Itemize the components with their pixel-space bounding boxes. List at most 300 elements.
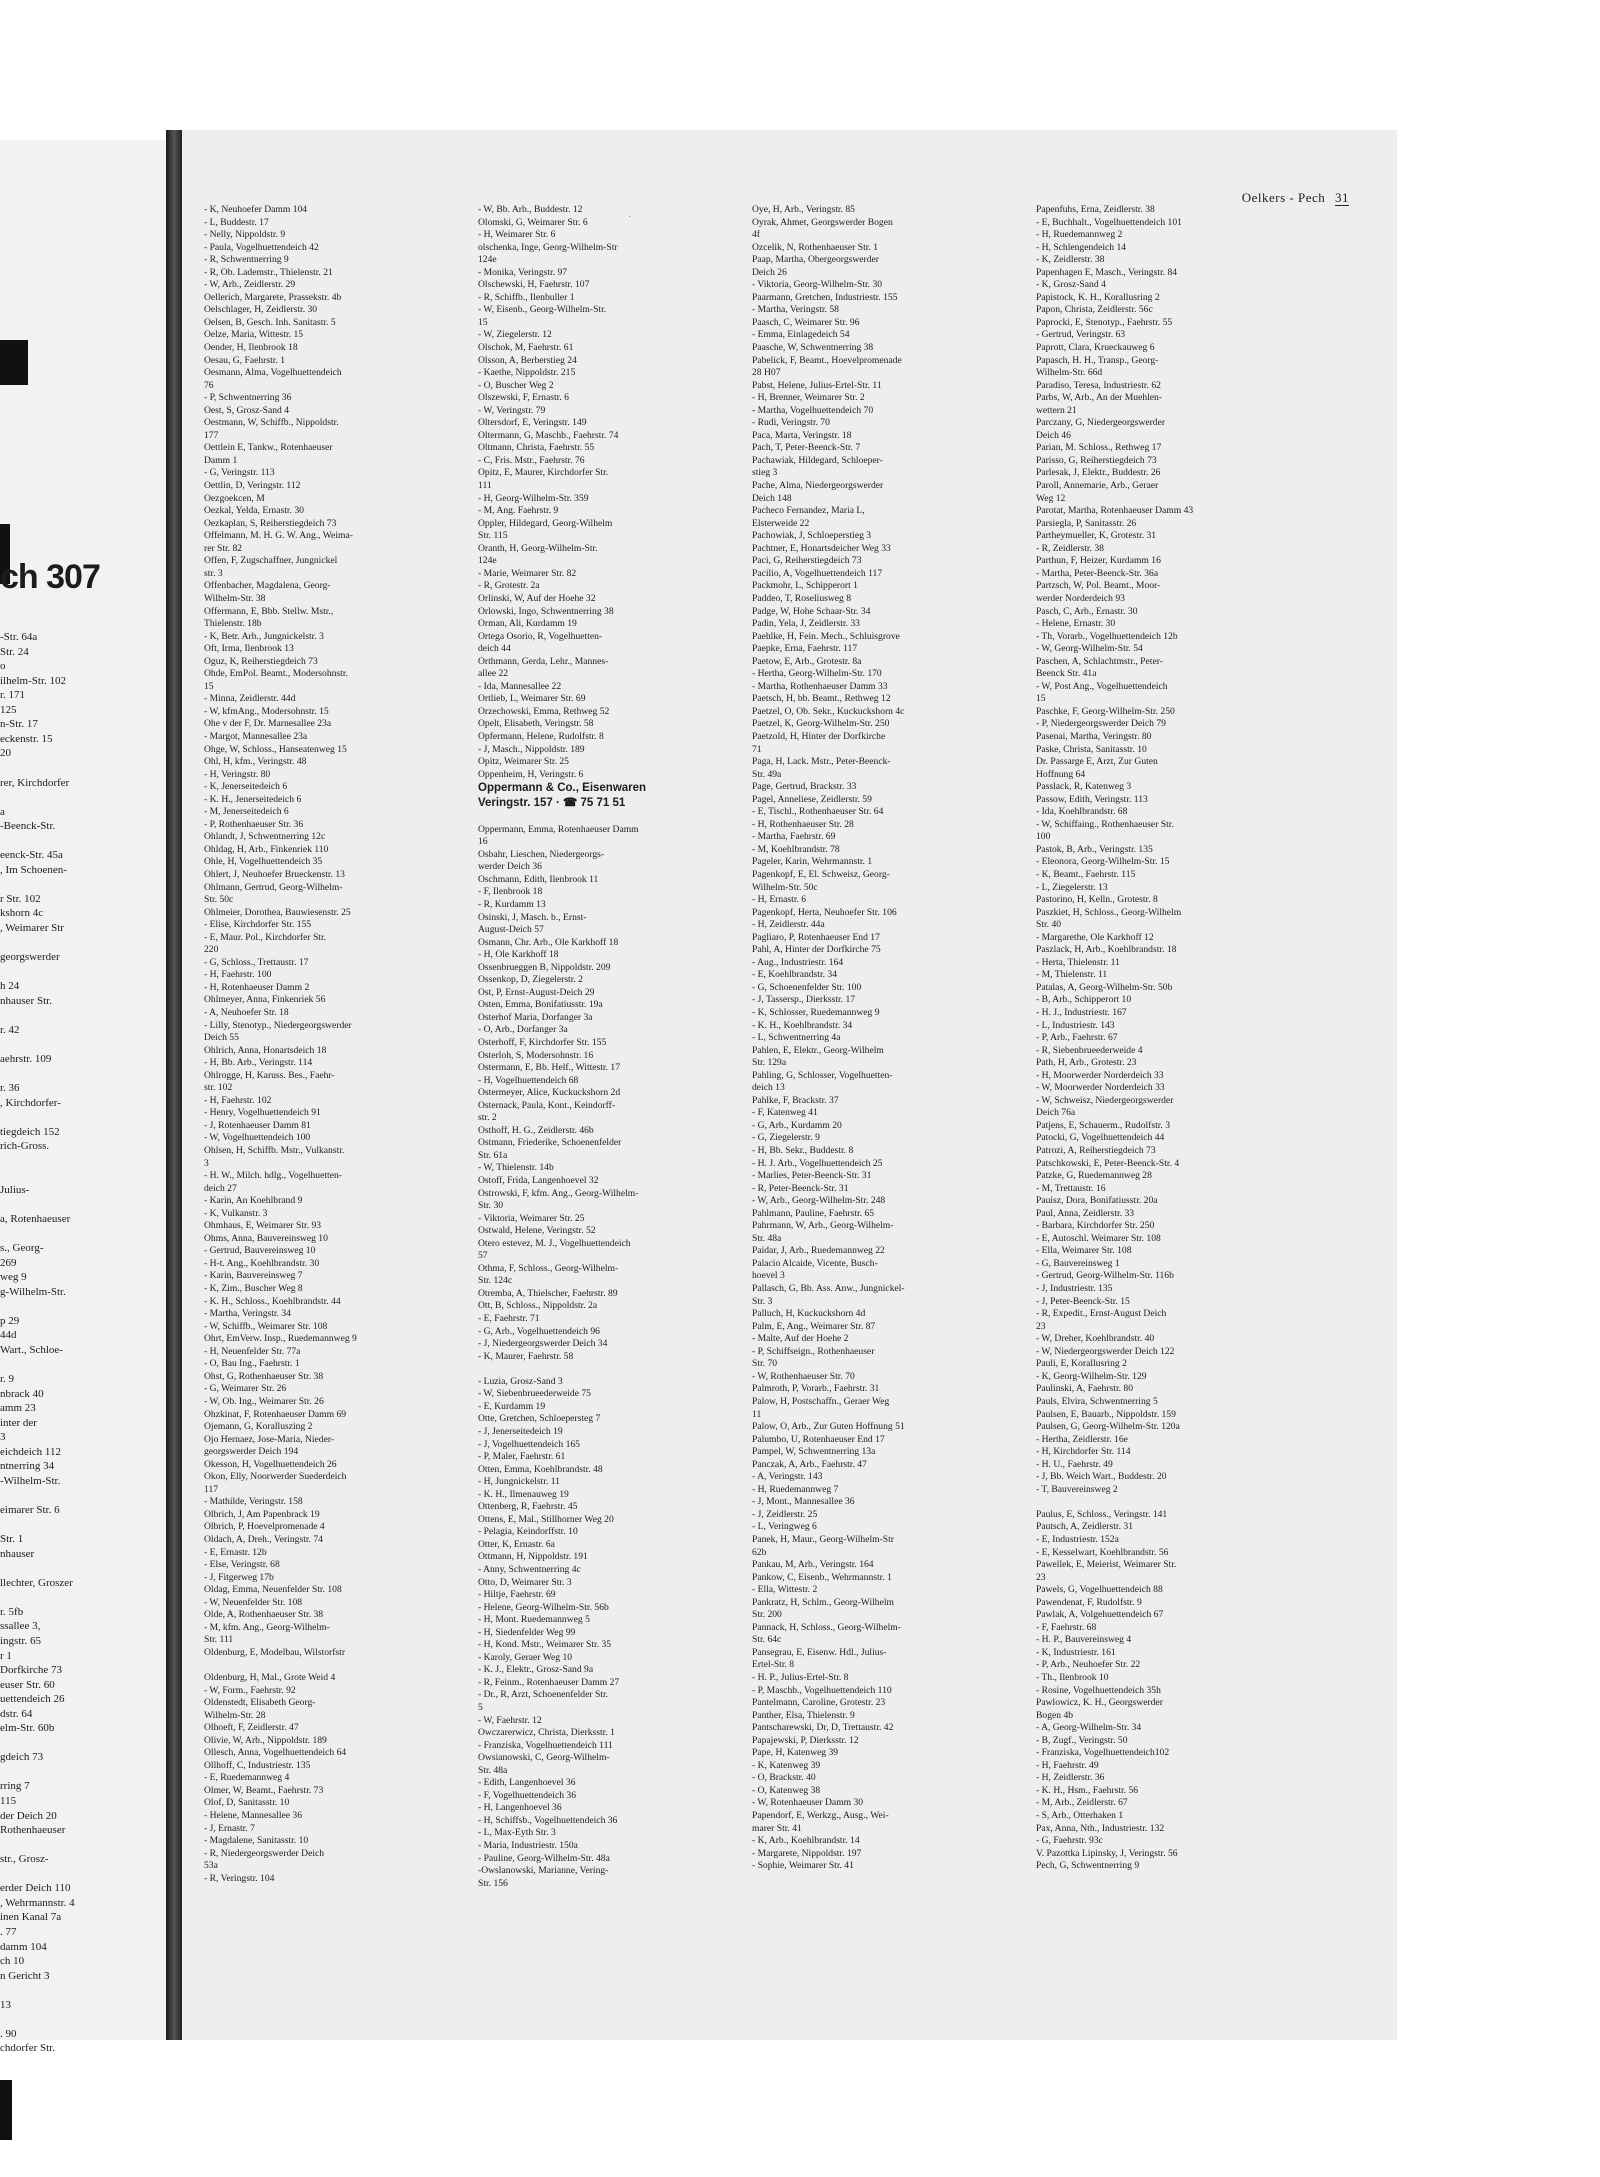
directory-entry: - R, Ob. Lademstr., Thielenstr. 21 [204, 266, 333, 278]
directory-entry: - Martha, Vogelhuettendeich 70 [752, 404, 874, 416]
left-page-fragment: . 90 [0, 2027, 17, 2040]
directory-entry: Pahlen, E, Elektr., Georg-Wilhelm [752, 1044, 884, 1056]
directory-entry: - E, Buchhalt., Vogelhuettendeich 101 [1036, 216, 1182, 228]
directory-entry: Ohzkinat, F, Rotenhaeuser Damm 69 [204, 1408, 347, 1420]
directory-entry: Ost, P, Ernst-August-Deich 29 [478, 986, 595, 998]
directory-entry: - H, Neuenfelder Str. 77a [204, 1345, 301, 1357]
directory-entry: - W, Thielenstr. 14b [478, 1162, 554, 1174]
directory-entry: - A, Neuhoefer Str. 18 [204, 1007, 289, 1018]
directory-entry: Oguz, K, Reiherstiegdeich 73 [204, 655, 318, 667]
directory-entry: Osterhoff, F, Kirchdorfer Str. 155 [478, 1037, 607, 1048]
left-page-fragment: nhauser Str. [0, 994, 52, 1007]
directory-entry: Ostermeyer, Alice, Kuckuckshorn 2d [478, 1087, 621, 1099]
directory-entry: Palluch, H, Kuckuckshorn 4d [752, 1308, 866, 1320]
directory-entry: 23 [1036, 1320, 1046, 1332]
directory-entry: Pawels, G, Vogelhuettendeich 88 [1036, 1584, 1163, 1596]
directory-entry: - O, Brackstr. 40 [752, 1772, 816, 1784]
directory-entry: - Karin, An Koehlbrand 9 [204, 1195, 303, 1207]
directory-entry: - Mathilde, Veringstr. 158 [204, 1496, 303, 1508]
directory-entry: Oender, H, Ilenbrook 18 [204, 342, 298, 354]
directory-entry: 111 [478, 480, 492, 492]
directory-entry: Str. 30 [478, 1200, 504, 1212]
directory-entry: Offermann, E, Bbb. Stellw. Mstr., [204, 605, 334, 617]
directory-entry: - Martha, Veringstr. 58 [752, 304, 839, 316]
directory-entry: Paszkiet, H, Schloss., Georg-Wilhelm [1036, 906, 1182, 918]
directory-entry: Paasch, C, Weimarer Str. 96 [752, 316, 860, 328]
left-page-fragment: h 24 [0, 980, 20, 993]
directory-entry: - P, Arb., Neuhoefer Str. 22 [1036, 1659, 1141, 1671]
left-page-fragment: , Wehrmannstr. 4 [0, 1896, 75, 1909]
directory-entry: Oelschlager, H, Zeidlerstr. 30 [204, 304, 318, 316]
directory-entry: Pachowiak, J, Schloeperstieg 3 [752, 530, 872, 542]
header-name-range: Oelkers - Pech [1241, 190, 1326, 205]
directory-entry: Paschen, A, Schlachtmstr., Peter- [1036, 655, 1163, 667]
directory-entry: Parsiegla, P, Sanitasstr. 26 [1036, 517, 1137, 529]
directory-entry: - H, Schiffsb., Vogelhuettendeich 36 [478, 1814, 618, 1826]
directory-entry: Panther, Elsa, Thielenstr. 9 [752, 1709, 855, 1721]
directory-entry: - Anny, Schwentnerring 4c [478, 1563, 581, 1575]
left-page-fragment: . 77 [0, 1925, 17, 1938]
directory-entry: - Gertrud, Veringstr. 63 [1036, 329, 1126, 341]
directory-entry: Str. 48a [752, 1232, 782, 1244]
directory-entry: Olhoeft, F, Zeidlerstr. 47 [204, 1722, 299, 1734]
directory-entry: - W, kfmAng., Modersohnstr. 15 [204, 705, 329, 717]
directory-entry: - H, Ole Karkhoff 18 [478, 949, 559, 961]
directory-entry: - F, Vogelhuettendeich 36 [478, 1789, 576, 1801]
directory-entry: - H. J. Arb., Vogelhuettendeich 25 [752, 1157, 883, 1169]
left-page-fragment: 269 [0, 1256, 17, 1269]
directory-entry: - J, Peter-Beenck-Str. 15 [1036, 1295, 1130, 1307]
directory-entry: Paetsch, H, bb. Beamt., Rethweg 12 [752, 693, 891, 705]
directory-entry [478, 1363, 763, 1376]
directory-entry: -Owslanowski, Marianne, Vering- [478, 1865, 609, 1877]
directory-entry: - H, Faehrstr. 102 [204, 1094, 272, 1106]
directory-entry: - M, Trettaustr. 16 [1036, 1182, 1106, 1194]
directory-entry: Str. 50c [204, 894, 234, 906]
left-page-fragment: a [0, 805, 5, 818]
directory-entry: Hoffnung 64 [1036, 768, 1086, 780]
directory-entry: - Gertrud, Bauvereinsweg 10 [204, 1245, 316, 1257]
directory-entry: Str. 3 [752, 1295, 773, 1307]
left-page-fragment: eichdeich 112 [0, 1445, 61, 1458]
directory-entry: - W, Vogelhuettendeich 100 [204, 1132, 311, 1144]
directory-entry: - J, Rotenhaeuser Damm 81 [204, 1119, 311, 1131]
directory-entry: - W, Veringstr. 79 [478, 404, 546, 416]
directory-entry: Paszlack, H, Arb., Koehlbrandstr. 18 [1036, 944, 1177, 956]
directory-entry: Olschewski, H, Faehrstr. 107 [478, 279, 590, 291]
directory-page [182, 130, 1397, 2040]
directory-entry: Paulsen, E, Bauarb., Nippoldstr. 159 [1036, 1408, 1176, 1420]
directory-entry: Parian, M. Schloss., Rethweg 17 [1036, 442, 1162, 454]
directory-entry: - K, Arb., Koehlbrandstr. 14 [752, 1835, 860, 1847]
left-facing-page [0, 140, 168, 2055]
directory-entry: Padge, W, Hohe Schaar-Str. 34 [752, 605, 871, 617]
directory-entry: - J, Industriestr. 135 [1036, 1283, 1113, 1295]
directory-entry: Pacilio, A, Vogelhuettendeich 117 [752, 567, 883, 579]
directory-entry: Path, H, Arb., Grotestr. 23 [1036, 1057, 1137, 1069]
directory-entry: - F, Ilenbrook 18 [478, 886, 543, 898]
directory-entry: Orlowski, Ingo, Schwentnerring 38 [478, 605, 614, 617]
directory-entry: Oltermann, G, Maschb., Faehrstr. 74 [478, 429, 619, 441]
directory-entry: Ostwald, Helene, Veringstr. 52 [478, 1225, 596, 1237]
directory-entry: - Ida, Mannesallee 22 [478, 680, 562, 692]
directory-entry: Pauisz, Dora, Bonifatiusstr. 20a [1036, 1195, 1158, 1207]
left-page-fragment: Str. 1 [0, 1533, 24, 1546]
directory-entry: - Monika, Veringstr. 97 [478, 266, 568, 278]
directory-entry: Pahlke, F, Brackstr. 37 [752, 1094, 839, 1106]
directory-entry: - H, Ruedemannweg 7 [752, 1483, 839, 1495]
directory-entry: Pastok, B, Arb., Veringstr. 135 [1036, 843, 1153, 855]
directory-entry: Deich 55 [204, 1032, 239, 1044]
directory-entry: - H. W., Milch. hdlg., Vogelhuetten- [204, 1170, 342, 1182]
directory-entry: - Karin, Bauvereinsweg 7 [204, 1270, 303, 1282]
directory-entry: Ohlrogge, H, Karuss. Bes., Faehr- [204, 1069, 335, 1081]
directory-entry: - K, Industriestr. 161 [1036, 1646, 1116, 1658]
directory-entry: - K, Beamt., Faehrstr. 115 [1036, 868, 1136, 880]
left-page-fragment: amm 23 [0, 1402, 36, 1415]
directory-entry: - R, Grotestr. 2a [478, 580, 540, 592]
directory-entry: - M, Ang. Faehrstr. 9 [478, 505, 559, 517]
directory-entry: 4f [752, 229, 760, 241]
directory-entry: Elsterweide 22 [752, 517, 810, 529]
left-page-fragment: r 1 [0, 1649, 12, 1662]
directory-entry: Olomski, G, Weimarer Str. 6 [478, 216, 588, 228]
directory-entry: Paasche, W, Schwentnerring 38 [752, 342, 874, 354]
directory-entry: Olbrich, P, Hoevelpromenade 4 [204, 1521, 325, 1533]
directory-entry: - W, Georg-Wilhelm-Str. 54 [1036, 643, 1143, 655]
directory-entry: - Hertha, Zeidlerstr. 16e [1036, 1433, 1128, 1445]
directory-entry: Pannack, H, Schloss., Georg-Wilhelm- [752, 1621, 901, 1633]
directory-entry: Pech, G, Schwentnerring 9 [1036, 1860, 1140, 1872]
directory-entry: - Minna, Zeidlerstr. 44d [204, 693, 296, 705]
directory-entry: Pagliaro, P, Rotenhaeuser End 17 [752, 931, 880, 943]
directory-entry: - K, Neuhoefer Damm 104 [204, 204, 308, 215]
left-page-fragment: r. 9 [0, 1373, 15, 1386]
directory-entry: Papasch, H. H., Transp., Georg- [1036, 354, 1159, 366]
directory-entry: - M, kfm. Ang., Georg-Wilhelm- [204, 1621, 330, 1633]
directory-entry: Pagenkopf, Herta, Neuhoefer Str. 106 [752, 906, 897, 918]
directory-entry: Pantscharewski, Dr, D, Trettaustr. 42 [752, 1722, 894, 1734]
directory-entry: - Lilly, Stenotyp., Niedergeorgswerder [204, 1019, 352, 1031]
directory-entry: Osinski, J, Masch. b., Ernst- [478, 911, 587, 923]
directory-column-4 [1036, 204, 1321, 1873]
directory-entry: Olde, A, Rothenhaeuser Str. 38 [204, 1609, 324, 1621]
directory-entry: Ohlert, J, Neuhoefer Brueckenstr. 13 [204, 868, 345, 880]
left-page-fragment: 3 [0, 1431, 6, 1444]
directory-entry: 177 [204, 429, 219, 441]
directory-entry: - J, Fitgerweg 17b [204, 1571, 274, 1583]
directory-entry: - H, Langenhoevel 36 [478, 1802, 562, 1814]
directory-entry: - Margot, Mannesallee 23a [204, 730, 308, 742]
directory-entry: 15 [1036, 693, 1046, 705]
directory-entry: Owsianowski, C, Georg-Wilhelm- [478, 1752, 610, 1764]
directory-entry: - H. P., Bauvereinsweg 4 [1036, 1634, 1132, 1646]
directory-entry: Pagel, Anneliese, Zeidlerstr. 59 [752, 793, 872, 805]
directory-entry: Olof, D, Sanitasstr. 10 [204, 1797, 290, 1809]
directory-entry: deich 44 [478, 643, 511, 655]
directory-entry: - H, Ernastr. 6 [752, 894, 807, 906]
left-page-fragment: elm-Str. 60b [0, 1722, 55, 1735]
directory-entry: Ostermann, E, Bb. Helf., Wittestr. 17 [478, 1062, 620, 1074]
left-page-fragment: der Deich 20 [0, 1809, 57, 1822]
directory-entry: rer Str. 82 [204, 542, 243, 554]
directory-entry: - M, Koehlbrandstr. 78 [752, 843, 840, 855]
directory-entry: - W, Schweisz, Niedergeorgswerder [1036, 1094, 1174, 1106]
directory-entry: Palm, E, Ang., Weimarer Str. 87 [752, 1320, 876, 1332]
directory-entry: - Nelly, Nippoldstr. 9 [204, 229, 286, 241]
left-page-fragment: chdorfer Str. [0, 2042, 55, 2055]
directory-entry: - Martha, Veringstr. 34 [204, 1308, 291, 1320]
directory-entry: - W, Moorwerder Norderdeich 33 [1036, 1082, 1165, 1094]
directory-entry: - Gertrud, Georg-Wilhelm-Str. 116b [1036, 1270, 1174, 1282]
directory-entry: Osternack, Paula, Kont., Keindorff- [478, 1099, 616, 1111]
directory-entry: Pauli, E, Korallusring 2 [1036, 1358, 1127, 1370]
left-page-fragment: kshorn 4c [0, 907, 44, 920]
directory-entry: Page, Gertrud, Brackstr. 33 [752, 781, 857, 793]
directory-entry: - P, Maler, Faehrstr. 61 [478, 1451, 566, 1463]
left-black-tab-bottom [0, 2080, 12, 2140]
directory-entry: Panczak, A, Arb., Faehrstr. 47 [752, 1458, 867, 1470]
directory-entry: - G, Arb., Vogelhuettendeich 96 [478, 1325, 600, 1337]
left-page-fragment: dstr. 64 [0, 1707, 33, 1720]
directory-entry: Oranth, H, Georg-Wilhelm-Str. [478, 542, 598, 554]
directory-entry: - H, Bb. Sekr., Buddestr. 8 [752, 1145, 854, 1157]
directory-entry: - H-t. Ang., Koehlbrandstr. 30 [204, 1257, 320, 1269]
directory-entry: Osterhof Maria, Dorfanger 3a [478, 1011, 593, 1023]
directory-entry: Paske, Christa, Sanitasstr. 10 [1036, 743, 1147, 755]
directory-entry: - H, Kirchdorfer Str. 114 [1036, 1446, 1131, 1458]
directory-entry: Ohge, W, Schloss., Hanseatenweg 15 [204, 743, 347, 755]
directory-entry: - J, Masch., Nippoldstr. 189 [478, 743, 585, 755]
left-page-fragment: -Wilhelm-Str. [0, 1474, 61, 1487]
directory-entry: Osten, Emma, Bonifatiusstr. 19a [478, 999, 603, 1011]
directory-entry: - R, Kurdamm 13 [478, 898, 546, 910]
directory-entry: Ojo Hernaez, Jose-Maria, Nieder- [204, 1433, 335, 1445]
directory-entry: Oest, S, Grosz-Sand 4 [204, 404, 290, 416]
directory-entry: Oldenstedt, Elisabeth Georg- [204, 1697, 316, 1709]
directory-entry: - J, Vogelhuettendeich 165 [478, 1438, 580, 1450]
directory-entry: - O, Bau Ing., Faehrstr. 1 [204, 1358, 300, 1370]
directory-entry: Palow, O, Arb., Zur Guten Hoffnung 51 [752, 1421, 905, 1433]
directory-entry: Parotat, Martha, Rotenhaeuser Damm 43 [1036, 505, 1194, 517]
directory-entry: - W, Neuenfelder Str. 108 [204, 1596, 303, 1608]
left-page-fragment: ssallee 3, [0, 1620, 41, 1633]
directory-entry: Olivie, W, Arb., Nippoldstr. 189 [204, 1734, 327, 1746]
directory-entry: Olschok, M, Faehrstr. 61 [478, 342, 574, 354]
directory-entry: Papistock, K. H., Korallusring 2 [1036, 291, 1160, 303]
directory-entry: - R, Peter-Beenck-Str. 31 [752, 1182, 849, 1194]
directory-entry: str. 102 [204, 1082, 233, 1094]
directory-entry: Othma, F, Schloss., Georg-Wilhelm- [478, 1262, 619, 1274]
directory-entry: - Helene, Georg-Wilhelm-Str. 56b [478, 1601, 609, 1613]
directory-entry: - J, Tassersp., Dierksstr. 17 [752, 994, 856, 1006]
directory-entry: Osthoff, H. G., Zeidlerstr. 46b [478, 1124, 594, 1136]
directory-entry [1036, 1496, 1321, 1509]
directory-entry: Paprott, Clara, Krueckauweg 6 [1036, 342, 1155, 354]
directory-entry: - Pauline, Georg-Wilhelm-Str. 48a [478, 1852, 610, 1864]
directory-entry: Patjens, E, Schauerm., Rudolfstr. 3 [1036, 1119, 1171, 1131]
directory-entry: - W, Ziegelerstr. 12 [478, 329, 552, 341]
directory-entry: - Kaethe, Nippoldstr. 215 [478, 367, 576, 379]
directory-entry: Pankratz, H, Schlm., Georg-Wilhelm [752, 1596, 894, 1608]
directory-entry: Olmer, W, Beamt., Faehrstr. 73 [204, 1784, 324, 1796]
directory-entry: Pahling, G, Schlosser, Vogelhuetten- [752, 1069, 893, 1081]
directory-entry: Str. 200 [752, 1609, 782, 1621]
directory-entry: werder Norderdeich 93 [1036, 592, 1125, 604]
left-page-fragment: o [0, 660, 6, 673]
directory-entry: - T, Bauvereinsweg 2 [1036, 1483, 1118, 1495]
directory-entry: - F, Faehrstr. 68 [1036, 1621, 1097, 1633]
left-page-fragment: Wart., Schloe- [0, 1343, 63, 1356]
directory-entry: Ohlsen, H, Schiffb. Mstr., Vulkanstr. [204, 1145, 345, 1157]
directory-entry: Ohldag, H, Arb., Finkenriek 110 [204, 843, 329, 855]
directory-entry: 11 [752, 1408, 762, 1420]
directory-entry: Oschmann, Edith, Ilenbrook 11 [478, 873, 599, 885]
directory-entry: Oettlein E, Tankw., Rotenhaeuser [204, 442, 333, 454]
directory-column-2 [478, 204, 763, 1890]
directory-entry: - L, Ziegelerstr. 13 [1036, 881, 1108, 893]
directory-entry: - A, Georg-Wilhelm-Str. 34 [1036, 1722, 1142, 1734]
directory-entry: - O, Arb., Dorfanger 3a [478, 1024, 568, 1036]
directory-entry: - Henry, Vogelhuettendeich 91 [204, 1107, 321, 1119]
directory-entry: - F, Katenweg 41 [752, 1107, 818, 1119]
directory-entry: Papendorf, E, Werkzg., Ausg., Wei- [752, 1810, 889, 1821]
directory-entry: Pauls, Elvira, Schwentnerring 5 [1036, 1395, 1158, 1407]
left-page-fragment: -Str. 64a [0, 631, 38, 643]
directory-entry: Pastorino, H, Kelln., Grotestr. 8 [1036, 894, 1158, 906]
directory-entry: - O, Katenweg 38 [752, 1784, 821, 1796]
directory-entry: - H, Rotenhaeuser Damm 2 [204, 981, 310, 993]
directory-entry: - K. H., Jenerseitedeich 6 [204, 793, 302, 805]
directory-entry: allee 22 [478, 668, 509, 680]
directory-entry: Pawellek, E, Meierist, Weimarer Str. [1036, 1559, 1177, 1571]
directory-entry: - Edith, Langenhoevel 36 [478, 1777, 576, 1789]
left-page-fragment: georgswerder [0, 951, 60, 964]
directory-entry: - B, Arb., Schipperort 10 [1036, 994, 1132, 1006]
directory-column-3 [752, 204, 1037, 1873]
directory-entry: - J, Ernastr. 7 [204, 1822, 255, 1834]
directory-entry: - E, Kurdamm 19 [478, 1400, 546, 1412]
directory-entry: Oltersdorf, E, Veringstr. 149 [478, 417, 587, 429]
directory-entry: Paepke, Erna, Faehrstr. 117 [752, 643, 858, 655]
directory-entry: - Elise, Kirchdorfer Str. 155 [204, 919, 312, 931]
directory-entry: Wilhelm-Str. 28 [204, 1709, 266, 1721]
directory-entry: 62b [752, 1546, 767, 1558]
directory-entry: - Magdalene, Sanitasstr. 10 [204, 1835, 309, 1847]
left-page-fragment: rer, Kirchdorfer [0, 776, 70, 789]
directory-entry: Parlesak, J, Elektr., Buddestr. 26 [1036, 467, 1161, 479]
directory-entry: - W, Dreher, Koehlbrandstr. 40 [1036, 1333, 1155, 1345]
directory-entry: Palmroth, P, Vorarb., Faehrstr. 31 [752, 1383, 880, 1395]
directory-entry: Ohlmeyer, Anna, Finkenriek 56 [204, 994, 326, 1006]
directory-entry: Ertel-Str. 8 [752, 1659, 795, 1671]
directory-entry: - Viktoria, Weimarer Str. 25 [478, 1212, 585, 1224]
directory-entry: - P, Maschb., Vogelhuettendeich 110 [752, 1684, 892, 1696]
directory-entry: - H, Siedenfelder Weg 99 [478, 1626, 576, 1638]
left-page-fragment: , Weimarer Str [0, 922, 64, 934]
directory-column-1 [204, 204, 489, 1885]
directory-entry: Oppler, Hildegard, Georg-Wilhelm [478, 517, 613, 529]
directory-entry: Oezgoekcen, M [204, 492, 265, 504]
directory-entry: - J, Bb. Weich Wart., Buddestr. 20 [1036, 1471, 1167, 1483]
directory-entry: - G, Arb., Kurdamm 20 [752, 1119, 842, 1131]
directory-entry: 57 [478, 1250, 488, 1262]
directory-entry: - K, Zeidlerstr. 38 [1036, 254, 1105, 266]
directory-entry: - L, Industriestr. 143 [1036, 1019, 1115, 1031]
left-page-fragment: ingstr. 65 [0, 1634, 41, 1647]
directory-entry: Oyrak, Ahmet, Georgswerder Bogen [752, 216, 893, 228]
directory-entry: str. 3 [204, 567, 223, 579]
directory-entry: 28 H07 [752, 367, 781, 379]
directory-entry: Offen, F, Zugschaffner, Jungnickel [204, 555, 338, 567]
directory-entry: Ostoff, Frida, Langenhoevel 32 [478, 1175, 599, 1187]
directory-entry: Orlinski, W, Auf der Hoehe 32 [478, 592, 596, 604]
directory-entry: georgswerder Deich 194 [204, 1446, 299, 1458]
directory-entry: - K, Georg-Wilhelm-Str. 129 [1036, 1370, 1147, 1382]
directory-entry: Ossenkop, D, Ziegelerstr. 2 [478, 974, 583, 986]
directory-entry: Partheymueller, K, Grotestr. 31 [1036, 530, 1157, 542]
directory-entry: - E, Autoschl. Weimarer Str. 108 [1036, 1232, 1161, 1244]
directory-entry: Palacio Alcaide, Vicente, Busch- [752, 1257, 878, 1269]
directory-entry: 71 [752, 743, 762, 755]
directory-entry: Oesmann, Alma, Vogelhuettendeich [204, 367, 342, 379]
directory-entry: hoevel 3 [752, 1270, 785, 1282]
left-page-fragment: r. 42 [0, 1023, 20, 1036]
directory-entry: Oldach, A, Dreh., Veringstr. 74 [204, 1533, 323, 1545]
directory-entry: Partzsch, W, Pol. Beamt., Moor- [1036, 580, 1161, 592]
directory-entry: Pawlowicz, K. H., Georgswerder [1036, 1697, 1163, 1709]
directory-entry: - R, Schiffb., Ilenbuller 1 [478, 291, 575, 303]
directory-entry: - G, Veringstr. 113 [204, 467, 275, 479]
directory-entry: Oldenburg, E, Modelbau, Wilstorfstr [204, 1646, 346, 1658]
directory-entry: - R, Niedergeorgswerder Deich [204, 1847, 325, 1859]
directory-entry: Ohe v der F, Dr. Marnesallee 23a [204, 718, 332, 730]
directory-entry: Parthun, F, Heizer, Kurdamm 16 [1036, 555, 1161, 567]
directory-entry: Str. 124c [478, 1275, 513, 1287]
left-page-fragment: 20 [0, 747, 11, 760]
left-page-fragment: eimarer Str. 6 [0, 1504, 60, 1516]
directory-entry: Str. 49a [752, 768, 782, 780]
directory-entry: - W, Arb., Georg-Wilhelm-Str. 248 [752, 1195, 886, 1207]
directory-entry: - E, Maur. Pol., Kirchdorfer Str. [204, 931, 327, 943]
directory-entry: - W, Faehrstr. 12 [478, 1714, 542, 1726]
left-page-fragment: weg 9 [0, 1271, 27, 1284]
directory-entry: Ostrowski, F, kfm. Ang., Georg-Wilhelm- [478, 1187, 639, 1199]
directory-entry: 16 [478, 836, 488, 848]
left-page-fragment: r. 36 [0, 1082, 20, 1095]
directory-entry: Parisso, G, Reiherstiegdeich 73 [1036, 454, 1157, 466]
directory-entry: - W, Schiffb., Weimarer Str. 108 [204, 1320, 328, 1332]
directory-entry: - H, Zeidlerstr. 44a [752, 919, 825, 931]
directory-entry: - P, Arb., Faehrstr. 67 [1036, 1032, 1118, 1044]
directory-entry: - Marlies, Peter-Beenck-Str. 31 [752, 1170, 872, 1182]
directory-entry: - H. J., Industriestr. 167 [1036, 1007, 1127, 1018]
directory-entry: Papenfuhs, Erna, Zeidlerstr. 38 [1036, 204, 1155, 215]
directory-entry: - Eleonora, Georg-Wilhelm-Str. 15 [1036, 856, 1170, 868]
directory-entry: Opitz, Weimarer Str. 25 [478, 756, 569, 768]
directory-entry: - L, Schwentnerring 4a [752, 1032, 841, 1044]
directory-entry: 53a [204, 1860, 218, 1872]
directory-entry: Pabelick, F, Beamt., Hoevelpromenade [752, 354, 902, 366]
directory-entry: Paradiso, Teresa, Industriestr. 62 [1036, 379, 1161, 391]
directory-entry: - G, Bauvereinsweg 1 [1036, 1257, 1120, 1269]
directory-entry: - Helene, Ernastr. 30 [1036, 618, 1116, 630]
directory-entry: - R, Schwentnerring 9 [204, 254, 289, 266]
directory-entry: - W, Eisenb., Georg-Wilhelm-Str. [478, 304, 607, 316]
directory-entry: - R, Feinm., Rotenhaeuser Damm 27 [478, 1676, 620, 1688]
directory-entry: - Franziska, Vogelhuettendeich102 [1036, 1747, 1170, 1759]
directory-entry: - K. H., Schloss., Koehlbrandstr. 44 [204, 1295, 341, 1307]
